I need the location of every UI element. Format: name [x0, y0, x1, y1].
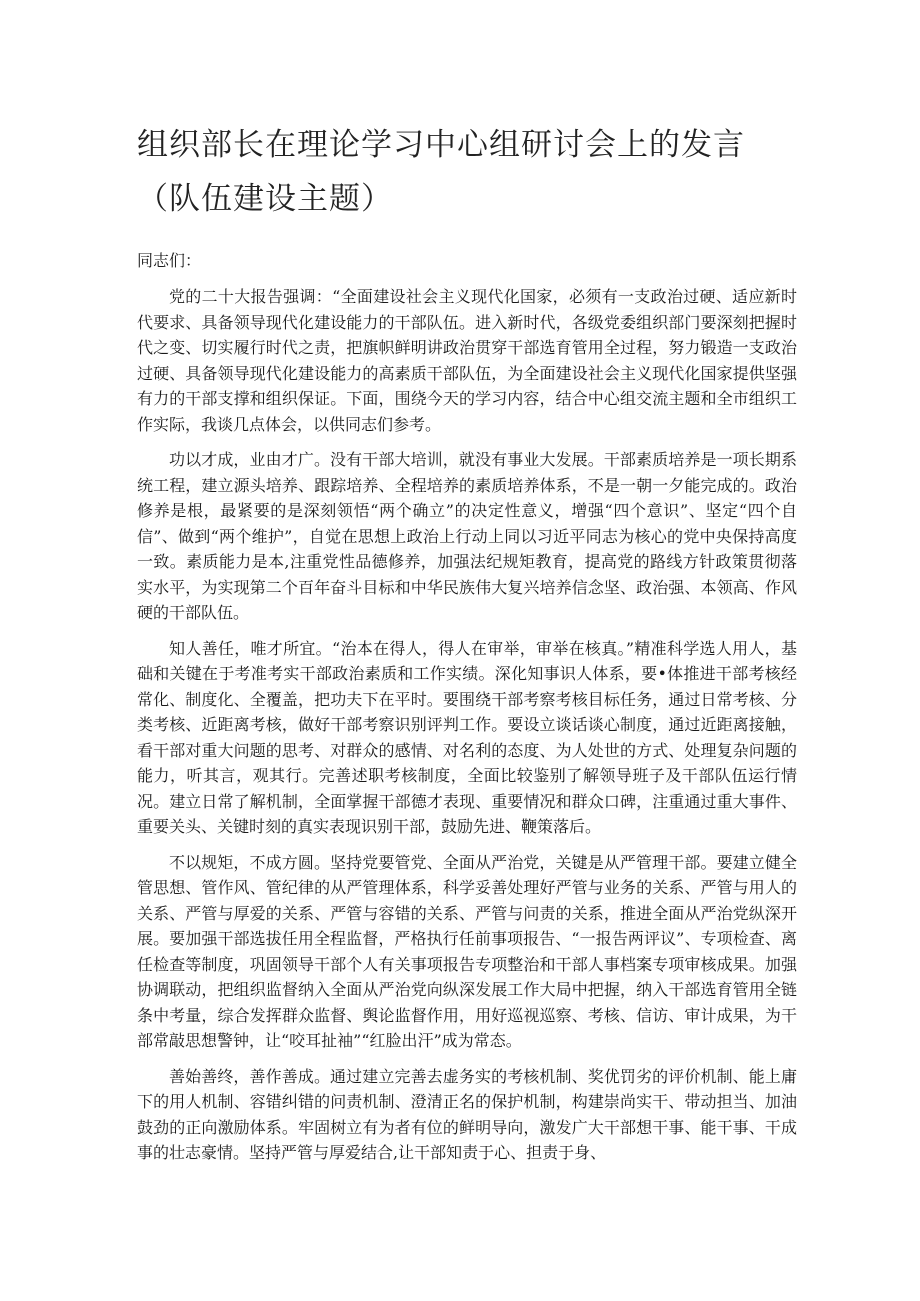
paragraph-2: 功以才成，业由才广。没有干部大培训，就没有事业大发展。干部素质培养是一项长期系统工程，建立源头培养、跟踪培养、全程培养的素质培养体系，不是一朝一夕能完成的。政治修养是根，最紧要的是深刻领悟“两个确立”的决定性意义，增强“四个意识”、坚定“四个自信”、做到“两个维护”，自觉在思想上政治上行动上同以习近平同志为核心的党中央保持高度一致。素质能力是本,注重党性品德修养，加强法纪规矩教育，提高党的路线方针政策贯彻落实水平，为实现第二个百年奋斗目标和中华民族伟大复兴培养信念坚、政治强、本领高、作风硬的干部队伍。 [137, 450, 797, 622]
salutation: 同志们： [137, 251, 202, 270]
document-title: 组织部长在理论学习中心组研讨会上的发言（队伍建设主题） [137, 127, 745, 217]
paragraph-3: 知人善任，唯才所宜。“治本在得人，得人在审举，审举在核真。”精准科学选人用人，基础和关键在于考准考实干部政治素质和工作实绩。深化知事识人体系，要•体推进干部考核经常化、制度化、全覆盖，把功夫下在平时。要围绕干部考察考核目标任务，通过日常考核、分类考核、近距离考核，做好干部考察识别评判工作。要设立谈话谈心制度，通过近距离接触，看干部对重大问题的思考、对群众的感情、对名利的态度、为人处世的方式、处理复杂问题的能力，听其言，观其行。完善述职考核制度，全面比较鉴别了解领导班子及干部队伍运行情况。建立日常了解机制，全面掌握干部德才表现、重要情况和群众口碑，注重通过重大事件、重要关头、关键时刻的真实表现识别干部，鼓励先进、鞭策落后。 [137, 638, 797, 836]
paragraph-4: 不以规矩，不成方圆。坚持党要管党、全面从严治党，关键是从严管理干部。要建立健全管思想、管作风、管纪律的从严管理体系，科学妥善处理好严管与业务的关系、严管与用人的关系、严管与厚爱的关系、严管与容错的关系、严管与问责的关系，推进全面从严治党纵深开展。要加强干部选拔任用全程监督，严格执行任前事项报告、“一报告两评议”、专项检查、离任检查等制度，巩固领导干部个人有关事项报告专项整治和干部人事档案专项审核成果。加强协调联动，把组织监督纳入全面从严治党向纵深发展工作大局中把握，纳入干部选育管用全链条中考量，综合发挥群众监督、舆论监督作用，用好巡视巡察、考核、信访、审计成果，为干部常敲思想警钟，让“咬耳扯袖”“红脸出汗”成为常态。 [137, 852, 797, 1050]
paragraph-5: 善始善终，善作善成。通过建立完善去虚务实的考核机制、奖优罚劣的评价机制、能上庸下的用人机制、容错纠错的问责机制、澄清正名的保护机制，构建崇尚实干、带动担当、加油鼓劲的正向激励体系。牢固树立有为者有位的鲜明导向，激发广大干部想干事、能干事、干成事的壮志豪情。坚持严管与厚爱结合,让干部知责于心、担责于身、 [137, 1066, 797, 1162]
paragraph-1: 党的二十大报告强调：“全面建设社会主义现代化国家，必须有一支政治过硬、适应新时代要求、具备领导现代化建设能力的干部队伍。进入新时代，各级党委组织部门要深刻把握时代之变、切实履行时代之责，把旗帜鲜明讲政治贯穿干部选育管用全过程，努力锻造一支政治过硬、具备领导现代化建设能力的高素质干部队伍，为全面建设社会主义现代化国家提供坚强有力的干部支撑和组织保证。下面，围绕今天的学习内容，结合中心组交流主题和全市组织工作实际，我谈几点体会，以供同志们参考。 [137, 287, 797, 434]
document-page [137, 118, 797, 1166]
